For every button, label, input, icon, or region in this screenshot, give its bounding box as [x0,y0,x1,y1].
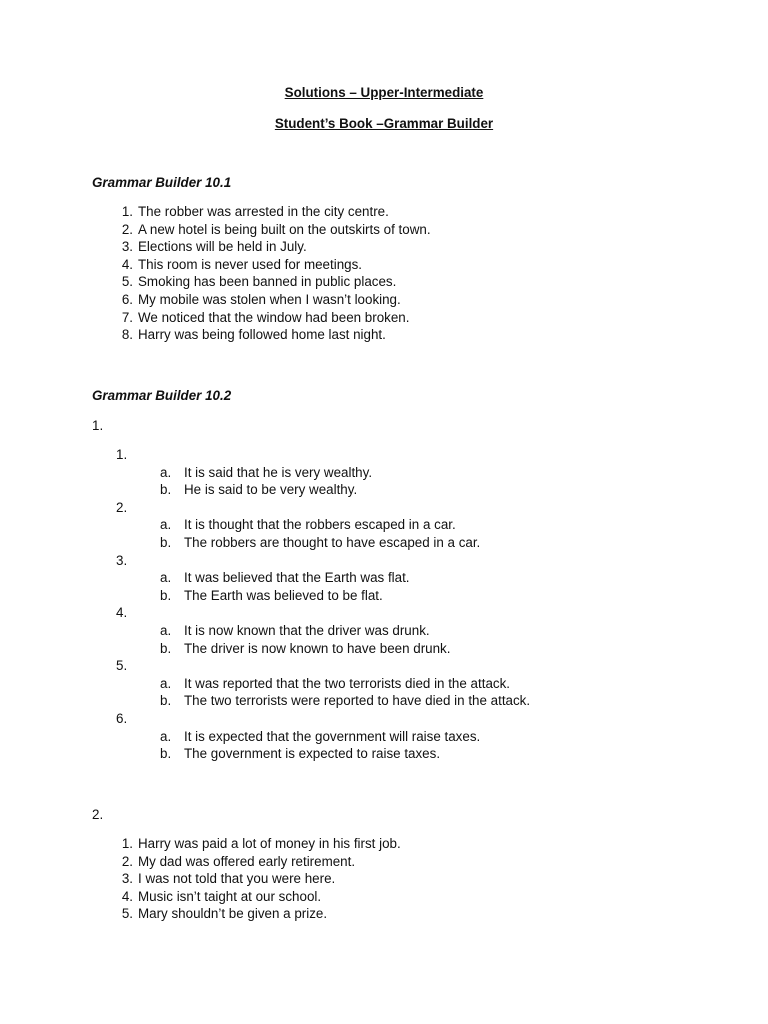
part-1-list [116,446,530,763]
list-item-text: I was not told that you were here. [138,871,336,887]
list-item-number: 4. [116,605,128,621]
sub-item-marker: b. [160,746,172,762]
sub-item-b [160,692,531,710]
list-item [121,888,401,906]
list-item-text: Elections will be held in July. [138,239,307,255]
sub-item-text: It is expected that the government will raise taxes. [184,728,481,744]
list-item-text: Mary shouldn’t be given a prize. [138,906,328,922]
list-item [121,835,401,853]
sub-item-marker: b. [160,534,172,550]
list-item-number: 3. [121,871,133,887]
sub-item-marker: b. [160,640,172,656]
list-item-number: 7. [121,309,133,325]
part-2-number: 2. [92,807,104,822]
list-item-text: This room is never used for meetings. [138,256,363,272]
list-item [121,870,401,888]
list-item [121,203,431,221]
list-item-number: 1. [121,836,133,851]
section-heading-10-2: Grammar Builder 10.2 [92,388,232,403]
list-item [116,552,530,605]
list-item [121,221,431,239]
list-item-number: 5. [121,274,133,290]
list-item-text: My dad was offered early retirement. [138,853,356,869]
sub-item-b [160,481,530,499]
list-item-number: 2. [116,499,128,515]
list-item [116,604,530,657]
list-item-number: 2. [121,853,133,869]
sub-item-text: It was believed that the Earth was flat. [184,570,410,586]
sub-item-text: He is said to be very wealthy. [184,482,358,498]
sub-item-marker: a. [160,570,172,586]
list-item-text: Harry was paid a lot of money in his first job. [138,836,401,851]
list-item [121,905,401,923]
sub-item-text: The government is expected to raise taxes. [184,746,441,762]
list-item-number: 3. [121,239,133,255]
sub-item-marker: a. [160,517,172,533]
sub-item-marker: a. [160,464,172,480]
list-item [121,291,431,309]
sub-item-a [160,516,530,534]
list-item [121,309,431,327]
sub-item-marker: b. [160,693,172,709]
list-item-number: 2. [121,221,133,237]
sub-item-b [160,745,530,763]
list-item-number: 3. [116,552,128,568]
list-item [116,446,530,499]
document-subtitle: Student’s Book –Grammar Builder [274,116,494,131]
sub-item-text: The robbers are thought to have escaped in a car. [184,534,481,550]
list-item-number: 1. [116,447,128,462]
sub-item-marker: a. [160,622,172,638]
list-item [121,238,431,256]
sub-item-marker: a. [160,675,172,691]
list-item-text: A new hotel is being built on the outskirts of town. [138,221,431,237]
sub-item-text: It is now known that the driver was drunk. [184,622,430,638]
sub-item-b [160,534,530,552]
sub-item-b [160,587,530,605]
list-item [116,710,530,763]
list-item-text: The robber was arrested in the city centre. [138,204,389,219]
list-item-text: Harry was being followed home last night. [138,327,386,343]
sub-item-a [160,622,530,640]
list-item-number: 6. [116,710,128,726]
sub-item-b [160,640,530,658]
list-item-number: 1. [121,204,133,219]
list-item [121,326,431,344]
sub-item-text: It is said that he is very wealthy. [184,464,373,480]
list-item [121,256,431,274]
list-item-number: 5. [116,658,128,674]
sub-item-marker: b. [160,482,172,498]
sub-item-a [160,728,530,746]
list-item-number: 5. [121,906,133,922]
sub-item-a [160,675,530,693]
list-item [116,499,530,552]
sub-item-a [160,569,530,587]
sub-item-text: It is thought that the robbers escaped in a car. [184,517,456,533]
list-item-number: 6. [121,291,133,307]
list-item-text: Music isn’t taight at our school. [138,888,322,904]
sub-item-text: It was reported that the two terrorists died in the attack. [184,675,510,691]
section-10-1-list [121,203,431,344]
sub-item-text: The two terrorists were reported to have died in the attack. [184,693,531,709]
list-item-text: My mobile was stolen when I wasn’t looking. [138,291,401,307]
list-item-number: 4. [121,888,133,904]
list-item-text: Smoking has been banned in public places. [138,274,397,290]
sub-item-marker: b. [160,587,172,603]
section-heading-10-1: Grammar Builder 10.1 [92,175,232,190]
sub-item-a [160,464,530,482]
list-item [116,657,530,710]
sub-item-text: The driver is now known to have been drunk. [184,640,451,656]
list-item-number: 8. [121,327,133,343]
list-item [121,853,401,871]
part-2-list [121,835,401,923]
document-title: Solutions – Upper-Intermediate [284,85,484,100]
list-item-text: We noticed that the window had been broken. [138,309,410,325]
list-item-number: 4. [121,256,133,272]
sub-item-text: The Earth was believed to be flat. [184,587,383,603]
part-1-number: 1. [92,418,104,433]
sub-item-marker: a. [160,728,172,744]
list-item [121,273,431,291]
